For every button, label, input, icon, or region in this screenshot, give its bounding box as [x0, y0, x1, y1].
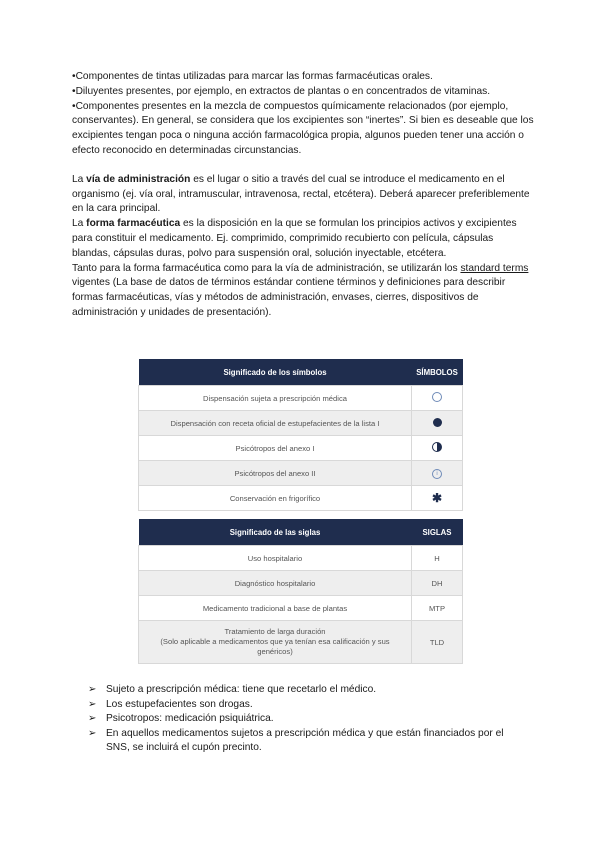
table-row: [139, 571, 463, 596]
symbols-table: [138, 359, 463, 511]
acronyms-table: [138, 519, 463, 664]
table-row: [139, 436, 463, 461]
table-row: [139, 596, 463, 621]
row-acronym: DH: [412, 571, 463, 596]
header-acronym: SIGLAS: [412, 519, 463, 546]
table-row: [139, 546, 463, 571]
arrow-icon: ➢: [88, 698, 97, 710]
symbols-table-header: [139, 359, 463, 386]
bullet-tintas: •Componentes de tintas utilizadas para marcar las formas farmacéuticas orales.: [72, 71, 433, 82]
empty-circle-icon: [432, 392, 442, 402]
list-item: ➢ En aquellos medicamentos sujetos a prescripción médica y que están financiados por el SNS, se incluirá el cupón precinto.: [88, 727, 504, 754]
filled-circle-icon: [433, 418, 442, 427]
notes-list: [88, 683, 528, 756]
header-meaning: Significado de las siglas: [139, 519, 412, 546]
paragraph-forma: La forma farmacéutica es la disposición en la que se formulan los principios activos y excipientes para constituir el medicamento. Ej. comprimido, comprimido recubierto con película, cápsulas blandas, cápsulas duras, polvo para suspensión oral, solución inyectable, etcétera.: [72, 218, 517, 259]
row-meaning: Tratamiento de larga duración (Solo aplicable a medicamentos que ya tenían esa calificación y sus genéricos): [139, 621, 412, 664]
half-circle-icon: [432, 442, 442, 452]
table-row: [139, 386, 463, 411]
row-meaning: Dispensación con receta oficial de estupefacientes de la lista I: [139, 411, 412, 436]
bullet-componentes: •Componentes presentes en la mezcla de compuestos químicamente relacionados (por ejemplo, conservantes). En general, se considera que los excipientes son “inertes”. Si bien es deseable que los excipientes tengan poca o ninguna acción farmacológica propia, algunos pueden tener una acción o efecto reconocido en determinadas circunstancias.: [72, 100, 534, 156]
standard-terms-link[interactable]: standard terms: [460, 262, 529, 274]
row-meaning: Psicótropos del anexo II: [139, 461, 412, 486]
info-circle-icon: i: [432, 469, 442, 479]
document-body: [72, 70, 534, 321]
list-item: ➢ Los estupefacientes son drogas.: [88, 698, 528, 713]
row-acronym: H: [412, 546, 463, 571]
arrow-icon: ➢: [88, 713, 97, 725]
term-forma: forma farmacéutica: [86, 218, 181, 230]
list-item: ➢ Psicotropos: medicación psiquiátrica.: [88, 712, 528, 727]
paragraph-via: La vía de administración es el lugar o sitio a través del cual se introduce el medicamento en el organismo (ej. vía oral, intramuscular, intravenosa, rectal, etcétera). Deberá aparecer preferiblemente en la cara principal.: [72, 173, 530, 215]
header-symbol: SÍMBOLOS: [412, 359, 463, 386]
acronyms-table-header: [139, 519, 463, 546]
list-item: ➢ Sujeto a prescripción médica: tiene que recetarlo el médico.: [88, 683, 528, 698]
paragraph-standard: Tanto para la forma farmacéutica como para la vía de administración, se utilizarán los standard terms vigentes (La base de datos de términos estándar contiene términos y definiciones para describir formas farmacéuticas, vías y métodos de administración, envases, cierres, dispositivos de administración y unidades de presentación).: [72, 262, 529, 318]
row-meaning: Uso hospitalario: [139, 546, 412, 571]
row-acronym: TLD: [412, 621, 463, 664]
table-row: [139, 461, 463, 486]
row-meaning: Psicótropos del anexo I: [139, 436, 412, 461]
arrow-icon: ➢: [88, 727, 97, 739]
row-acronym: MTP: [412, 596, 463, 621]
row-meaning: Conservación en frigorífico: [139, 486, 412, 511]
snowflake-icon: ✱: [431, 491, 443, 505]
term-via: vía de administración: [86, 173, 191, 185]
table-row: [139, 411, 463, 436]
row-meaning: Dispensación sujeta a prescripción médica: [139, 386, 412, 411]
table-row: [139, 486, 463, 511]
row-meaning: Diagnóstico hospitalario: [139, 571, 412, 596]
bullet-diluyentes: •Diluyentes presentes, por ejemplo, en extractos de plantas o en concentrados de vitaminas.: [72, 85, 491, 97]
row-meaning: Medicamento tradicional a base de plantas: [139, 596, 412, 621]
arrow-icon: ➢: [88, 684, 97, 695]
table-row: [139, 621, 463, 664]
header-meaning: Significado de los símbolos: [139, 359, 412, 386]
